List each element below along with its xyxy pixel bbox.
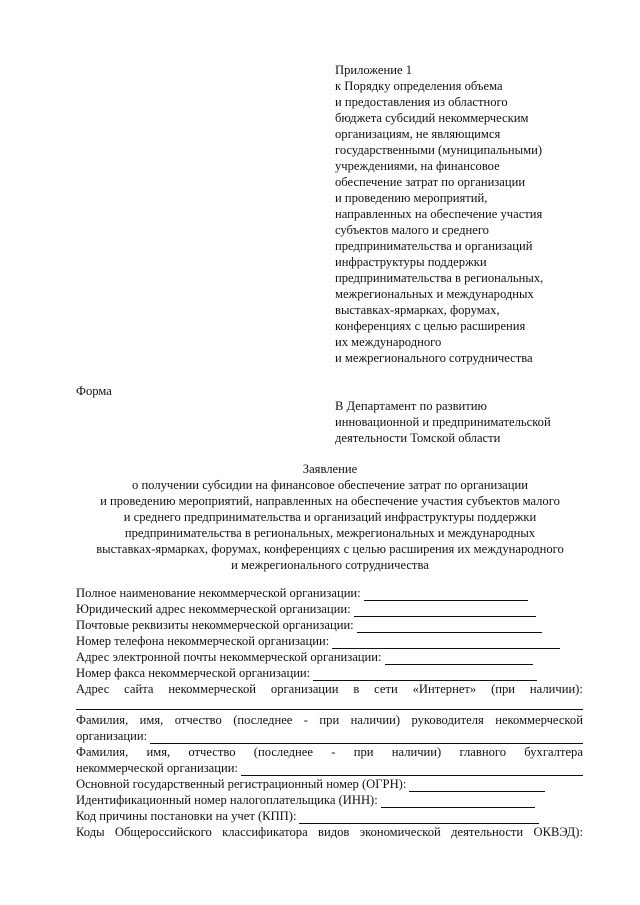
field-word: при xyxy=(353,745,374,759)
full-name-blank[interactable] xyxy=(364,588,528,601)
appendix-line: бюджета субсидий некоммерческим xyxy=(335,111,529,125)
field-kpp xyxy=(76,808,583,824)
appendix-line: предпринимательства и организаций xyxy=(335,239,533,253)
field-label: Полное наименование некоммерческой организации: xyxy=(76,586,361,600)
appendix-line: предпринимательства в региональных, xyxy=(335,271,544,285)
statement-line: о получении субсидии на финансовое обеспечение затрат по организации xyxy=(132,478,528,492)
field-word: ОКВЭД): xyxy=(533,825,583,839)
fax-blank[interactable] xyxy=(313,668,537,681)
field-word: (при xyxy=(491,682,516,696)
addressee-line: В Департамент по развитию xyxy=(335,399,487,413)
field-inn xyxy=(76,792,583,808)
field-word: классификатора xyxy=(222,825,308,839)
appendix-title: Приложение 1 xyxy=(335,63,413,77)
appendix-line: выставках-ярмарках, форумах, xyxy=(335,303,500,317)
field-word: отчество xyxy=(188,745,236,759)
field-legal-address xyxy=(76,601,583,617)
email-blank[interactable] xyxy=(385,652,533,665)
website-blank[interactable] xyxy=(76,697,583,710)
addressee-line: инновационной и предпринимательской xyxy=(335,415,551,429)
field-word: - xyxy=(303,713,308,727)
field-postal-details xyxy=(76,617,583,633)
kpp-blank[interactable] xyxy=(299,811,539,824)
appendix-line: и межрегионального сотрудничества xyxy=(335,351,533,365)
field-word: Фамилия, xyxy=(76,745,129,759)
field-word: имя, xyxy=(146,745,171,759)
field-word: организации xyxy=(270,682,339,696)
field-word: сайта xyxy=(124,682,154,696)
field-word: видов xyxy=(318,825,350,839)
appendix-line: направленных на обеспечение участия xyxy=(335,207,543,221)
ogrn-blank[interactable] xyxy=(409,779,545,792)
field-word: Общероссийского xyxy=(114,825,212,839)
appendix-line: учреждениями, на финансовое xyxy=(335,159,500,173)
field-director-cont xyxy=(76,728,583,744)
field-word: бухгалтера xyxy=(524,745,583,759)
statement-line: предпринимательства в региональных, межрегиональных и международных xyxy=(124,526,536,540)
accountant-blank[interactable] xyxy=(241,763,583,776)
appendix-line: организациям, не являющимся xyxy=(335,127,501,141)
field-word: (последнее xyxy=(233,713,293,727)
field-word: Коды xyxy=(76,825,105,839)
field-label: Основной государственный регистрационный номер (ОГРН): xyxy=(76,777,407,791)
statement-heading xyxy=(60,461,600,573)
field-word: в xyxy=(353,682,360,696)
postal-details-blank[interactable] xyxy=(357,620,542,633)
form-fields xyxy=(76,585,583,840)
field-label: Номер факса некоммерческой организации: xyxy=(76,666,311,680)
addressee-block xyxy=(335,398,595,446)
field-accountant-cont xyxy=(76,760,583,776)
field-label: организации: xyxy=(76,729,148,743)
field-label: некоммерческой организации: xyxy=(76,761,238,775)
field-fax xyxy=(76,665,583,681)
statement-line: выставках-ярмарках, форумах, конференциях с целью расширения их международного xyxy=(96,542,564,556)
field-word: отчество xyxy=(174,713,222,727)
field-website xyxy=(76,681,583,697)
field-phone xyxy=(76,633,583,649)
appendix-line: конференциях с целью расширения xyxy=(335,319,526,333)
field-word: экономической xyxy=(359,825,441,839)
field-word: - xyxy=(331,745,336,759)
field-word: «Интернет» xyxy=(412,682,477,696)
appendix-line: и предоставления из областного xyxy=(335,95,508,109)
field-label: Идентификационный номер налогоплательщика (ИНН): xyxy=(76,793,378,807)
field-label: Адрес электронной почты некоммерческой организации: xyxy=(76,650,382,664)
field-label: Почтовые реквизиты некоммерческой организации: xyxy=(76,618,354,632)
field-word: некоммерческой xyxy=(495,713,583,727)
appendix-line: государственными (муниципальными) xyxy=(335,143,543,157)
appendix-line: обеспечение затрат по организации xyxy=(335,175,526,189)
addressee-line: деятельности Томской области xyxy=(335,431,501,445)
legal-address-blank[interactable] xyxy=(354,604,536,617)
field-word: наличии) xyxy=(350,713,401,727)
field-label: Юридический адрес некоммерческой организации: xyxy=(76,602,351,616)
field-email xyxy=(76,649,583,665)
field-word: сети xyxy=(374,682,398,696)
field-word: (последнее xyxy=(253,745,313,759)
field-director xyxy=(76,712,583,728)
field-word: наличии): xyxy=(529,682,583,696)
appendix-block xyxy=(335,62,595,366)
appendix-text xyxy=(335,78,595,366)
inn-blank[interactable] xyxy=(381,795,535,808)
appendix-line: их международного xyxy=(335,335,442,349)
field-word: главного xyxy=(459,745,507,759)
field-word: некоммерческой xyxy=(168,682,257,696)
field-label: Номер телефона некоммерческой организации: xyxy=(76,634,330,648)
field-word: деятельности xyxy=(451,825,524,839)
field-label: Код причины постановки на учет (КПП): xyxy=(76,809,297,823)
appendix-line: межрегиональных и международных xyxy=(335,287,534,301)
field-full-name xyxy=(76,585,583,601)
field-word: имя, xyxy=(139,713,164,727)
statement-line: и межрегионального сотрудничества xyxy=(231,558,429,572)
statement-title: Заявление xyxy=(302,462,358,476)
field-accountant xyxy=(76,744,583,760)
appendix-line: инфраструктуры поддержки xyxy=(335,255,487,269)
director-blank[interactable] xyxy=(150,731,583,744)
field-ogrn xyxy=(76,776,583,792)
appendix-line: к Порядку определения объема xyxy=(335,79,503,93)
field-okved xyxy=(76,824,583,840)
field-word: наличии) xyxy=(391,745,442,759)
field-word: Фамилия, xyxy=(76,713,129,727)
field-word: Адрес xyxy=(76,682,110,696)
phone-blank[interactable] xyxy=(332,636,560,649)
field-word: руководителя xyxy=(411,713,484,727)
statement-line: и среднего предпринимательства и организаций инфраструктуры поддержки xyxy=(123,510,537,524)
appendix-line: субъектов малого и среднего xyxy=(335,223,489,237)
appendix-line: и проведению мероприятий, xyxy=(335,191,488,205)
field-word: при xyxy=(319,713,340,727)
form-label: Форма xyxy=(76,384,112,398)
statement-line: и проведению мероприятий, направленных на обеспечение участия субъектов малого xyxy=(100,494,560,508)
